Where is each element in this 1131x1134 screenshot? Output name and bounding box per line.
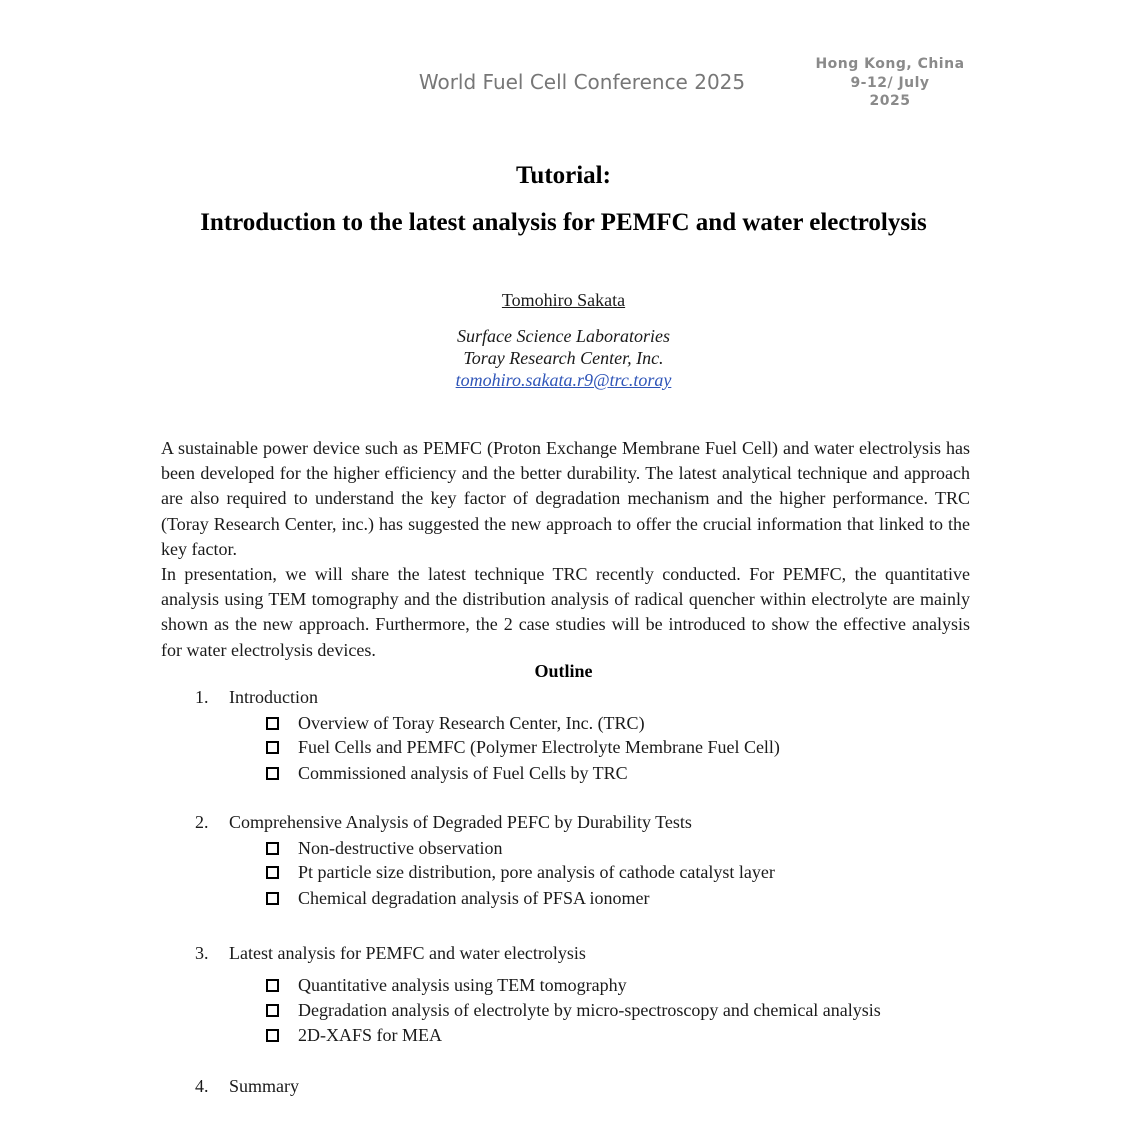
conference-name: World Fuel Cell Conference 2025 — [418, 70, 746, 94]
abstract-paragraph-2: In presentation, we will share the latest technique TRC recently conducted. For PEMFC, the quantitative analysis using TEM tomography and the distribution analysis of radical quencher within electrolyte are mainly shown as the new approach. Furthermore, the 2 case studies will be introduced to show the effective analysis for water electrolysis devices. — [161, 564, 970, 660]
affiliation-org: Toray Research Center, Inc. — [463, 348, 664, 368]
section-title: Latest analysis for PEMFC and water electrolysis — [229, 943, 586, 963]
location-city: Hong Kong, China — [815, 56, 965, 72]
author — [0, 290, 1127, 311]
abstract — [161, 436, 970, 663]
author-email-link[interactable]: tomohiro.sakata.r9@trc.toray — [455, 370, 672, 390]
author-name: Tomohiro Sakata — [501, 290, 626, 310]
outline-heading: Outline — [534, 661, 593, 681]
section-title: Summary — [229, 1076, 299, 1096]
checkbox-bullet-icon — [266, 892, 279, 905]
checkbox-bullet-icon — [266, 979, 279, 992]
section-number: 2. — [195, 812, 209, 832]
checkbox-bullet-icon — [266, 1029, 279, 1042]
paper-title: Introduction to the latest analysis for PEMFC and water electrolysis — [200, 209, 927, 236]
outline-item: Commissioned analysis of Fuel Cells by TRC — [298, 763, 628, 783]
checkbox-bullet-icon — [266, 741, 279, 754]
outline-item: Quantitative analysis using TEM tomography — [298, 975, 627, 995]
abstract-paragraph-1: A sustainable power device such as PEMFC (Proton Exchange Membrane Fuel Cell) and water electrolysis has been developed for the higher efficiency and the better durability. The latest analytical technique and approach are also required to understand the key factor of degradation mechanism and the higher performance. TRC (Toray Research Center, inc.) has suggested the new approach to offer the crucial information that linked to the key factor. — [161, 438, 970, 559]
outline-item: Chemical degradation analysis of PFSA ionomer — [298, 888, 650, 908]
checkbox-bullet-icon — [266, 1004, 279, 1017]
checkbox-bullet-icon — [266, 842, 279, 855]
checkbox-bullet-icon — [266, 866, 279, 879]
tutorial-label: Tutorial: — [516, 162, 611, 189]
conference-location-date — [800, 55, 980, 111]
outline-item: Non-destructive observation — [298, 838, 503, 858]
section-title: Introduction — [229, 687, 318, 707]
checkbox-bullet-icon — [266, 717, 279, 730]
section-number: 1. — [195, 687, 209, 707]
outline-item: 2D-XAFS for MEA — [298, 1025, 442, 1045]
section-title: Comprehensive Analysis of Degraded PEFC by Durability Tests — [229, 812, 692, 832]
location-year: 2025 — [869, 93, 911, 109]
outline-item: Degradation analysis of electrolyte by micro-spectroscopy and chemical analysis — [298, 1000, 881, 1020]
location-dates: 9-12/ July — [850, 74, 930, 91]
affiliation-block — [0, 325, 1127, 391]
section-number: 4. — [195, 1076, 209, 1096]
outline-item: Pt particle size distribution, pore analysis of cathode catalyst layer — [298, 862, 775, 882]
checkbox-bullet-icon — [266, 767, 279, 780]
affiliation-lab: Surface Science Laboratories — [457, 326, 670, 346]
outline-item: Overview of Toray Research Center, Inc. (TRC) — [298, 713, 645, 733]
outline-item: Fuel Cells and PEMFC (Polymer Electrolyte Membrane Fuel Cell) — [298, 737, 780, 757]
section-number: 3. — [195, 943, 209, 963]
